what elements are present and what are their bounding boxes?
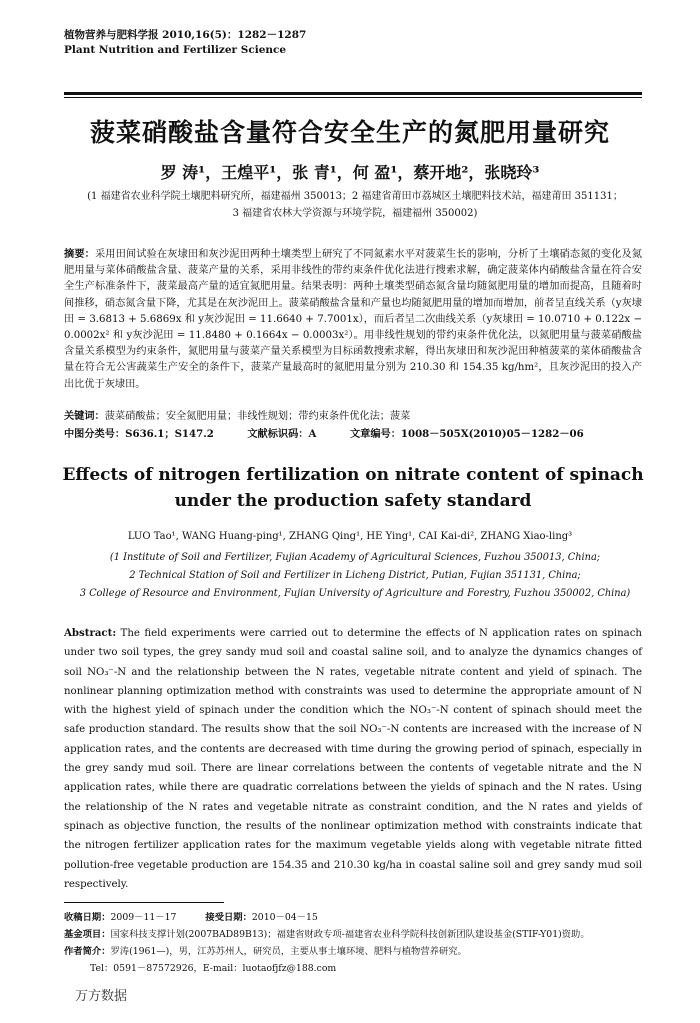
- journal-header: [64, 28, 306, 58]
- contact-line: Tel：0591－87572926，E-mail：luotaofjfz@188.com: [90, 963, 337, 974]
- accepted-date: 2010－04－15: [251, 912, 318, 923]
- title-chinese: 菠菜硝酸盐含量符合安全生产的氮肥用量研究: [89, 118, 610, 147]
- affiliation-en-line: (1 Institute of Soil and Fertilizer, Fujian Academy of Agricultural Sciences, Fuzhou 350013, China;: [109, 552, 601, 563]
- abstract-chinese: [64, 246, 642, 393]
- abstract-cn-label: 摘要：: [64, 248, 95, 260]
- footnote-rule: [64, 902, 224, 903]
- affiliations-chinese: [60, 188, 650, 222]
- accepted-label: 接受日期：: [205, 912, 252, 923]
- affiliation-cn-line: 3 福建省农林大学资源与环境学院，福建福州 350002): [232, 208, 478, 219]
- affiliation-en-line: 2 Technical Station of Soil and Fertilizer in Licheng District, Putian, Fujian 351131, China;: [129, 570, 581, 581]
- fund-text: 国家科技支撑计划(2007BAD89B13)；福建省财政专项-福建省农业科学院科技创新团队建设基金(STIF-Y01)资助。: [110, 929, 590, 940]
- affiliation-en-line: 3 College of Resource and Environment, Fujian University of Agriculture and Forestry, Fuzhou 350002, China): [79, 588, 631, 599]
- authors-chinese: 罗 涛¹，王煌平¹，张 青¹，何 盈¹，蔡开地²，张晓玲³: [160, 163, 540, 182]
- watermark: 万方数据: [75, 989, 128, 1004]
- keywords-cn-text: 菠菜硝酸盐；安全氮肥用量；非线性规划；带约束条件优化法；菠菜: [104, 411, 411, 422]
- author-bio-text: 罗涛(1961—)，男，江苏苏州人，研究员，主要从事土壤环境、肥料与植物营养研究。: [110, 946, 467, 957]
- abstract-en-text: The field experiments were carried out to determine the effects of N application rates on spinach under two soil types, the grey sandy mud soil and coastal saline soil, and to analyze the dynamics changes of soil NO₃⁻-N and the relationship between the N rates, vegetable nitrate content and yield of spinach. The nonlinear planning optimization method with constraints was used to determine the appropriate amount of N with the highest yield of spinach under the condition which the NO₃⁻-N content of spinach should meet the safe production standard. The results show that the soil NO₃⁻-N contents are increased with the increase of N application rates, and the contents are decreased with time during the growing period of spinach, especially in the grey sandy mud soil. There are linear correlations between the contents of vegetable nitrate and the N application rates, while there are quadratic correlations between the yields of spinach and the N rates. Using the relationship of the N rates and vegetable nitrate as constraint condition, and the N rates and yields of spinach as objective function, the results of the nonlinear optimization method with constraints indicate that the nitrogen fertilizer application rates for the maximum vegetable yields along with vegetable nitrate fitted pollution-free vegetable production are 154.35 and 210.30 kg/ha in coastal saline soil and grey sandy mud soil respectively.: [64, 628, 642, 890]
- document-code: 文献标识码：A: [247, 428, 317, 440]
- header-rule-thick: [64, 92, 642, 95]
- keywords-chinese: [64, 408, 642, 425]
- author-bio-label: 作者简介：: [64, 946, 111, 957]
- clc-number: 中图分类号：S636.1；S147.2: [64, 428, 214, 440]
- fund-label: 基金项目：: [64, 929, 111, 940]
- affiliation-cn-line: (1 福建省农业科学院土壤肥料研究所，福建福州 350013；2 福建省莆田市荔城区土壤肥料技术站，福建莆田 351131；: [87, 191, 623, 202]
- journal-name-en: Plant Nutrition and Fertilizer Science: [64, 44, 287, 56]
- journal-citation-cn: 植物营养与肥料学报 2010,16(5)：1282－1287: [64, 29, 307, 41]
- abstract-cn-text: 采用田间试验在灰埭田和灰沙泥田两种土壤类型上研究了不同氮素水平对菠菜生长的影响，分析了土壤硝态氮的变化及氮肥用量与菜体硝酸盐含量、菠菜产量的关系，采用非线性的带约束条件优化法进行搜索求解，确定菠菜体内硝酸盐含量在符合安全生产标准条件下，菠菜最高产量的适宜氮肥用量。结果表明：两种土壤类型硝态氮含量均随氮肥用量的增加而提高，且随着时间推移，硝态氮含量下降，尤其是在灰沙泥田上。菠菜硝酸盐含量和产量也均随氮肥用量的增加而增加，前者呈直线关系（y灰埭田 = 3.6813 + 5.6869x 和 y灰沙泥田 = 11.6640 + 7.7001x），而后者呈二次曲线关系（y灰埭田 = 10.0710 + 0.122x − 0.0002x² 和 y灰沙泥田 = 11.8480 + 0.1664x − 0.0003x²）。用非线性规划的带约束条件优化法，以氮肥用量与菠菜硝酸盐含量关系模型为约束条件，氮肥用量与菠菜产量关系模型为目标函数搜索求解，得出灰埭田和灰沙泥田种植菠菜的菜体硝酸盐含量在符合无公害蔬菜生产安全的条件下，菠菜产量最高时的氮肥用量分别为 210.30 和 154.35 kg/hm²，且灰沙泥田的投入产出比优于灰埭田。: [64, 249, 643, 390]
- authors-english: LUO Tao¹, WANG Huang-ping¹, ZHANG Qing¹, HE Ying¹, CAI Kai-di², ZHANG Xiao-ling³: [127, 531, 573, 542]
- affiliations-english: [40, 549, 670, 603]
- received-date: 2009－11－17: [110, 912, 177, 923]
- abstract-en-label: Abstract:: [64, 627, 117, 639]
- keywords-cn-label: 关键词：: [64, 410, 105, 422]
- fund-line: [64, 926, 654, 943]
- article-number: 文章编号：1008－505X(2010)05－1282－06: [349, 428, 584, 440]
- title-english: Effects of nitrogen fertilization on nitrate content of spinach under the production safety standard: [62, 465, 644, 511]
- received-label: 收稿日期：: [64, 912, 111, 923]
- author-bio-line: [64, 943, 654, 960]
- footnotes: [64, 909, 654, 977]
- dates-line: [64, 909, 654, 926]
- header-rule-thin: [64, 97, 642, 98]
- classification-line: [64, 426, 642, 442]
- abstract-english: [64, 624, 642, 894]
